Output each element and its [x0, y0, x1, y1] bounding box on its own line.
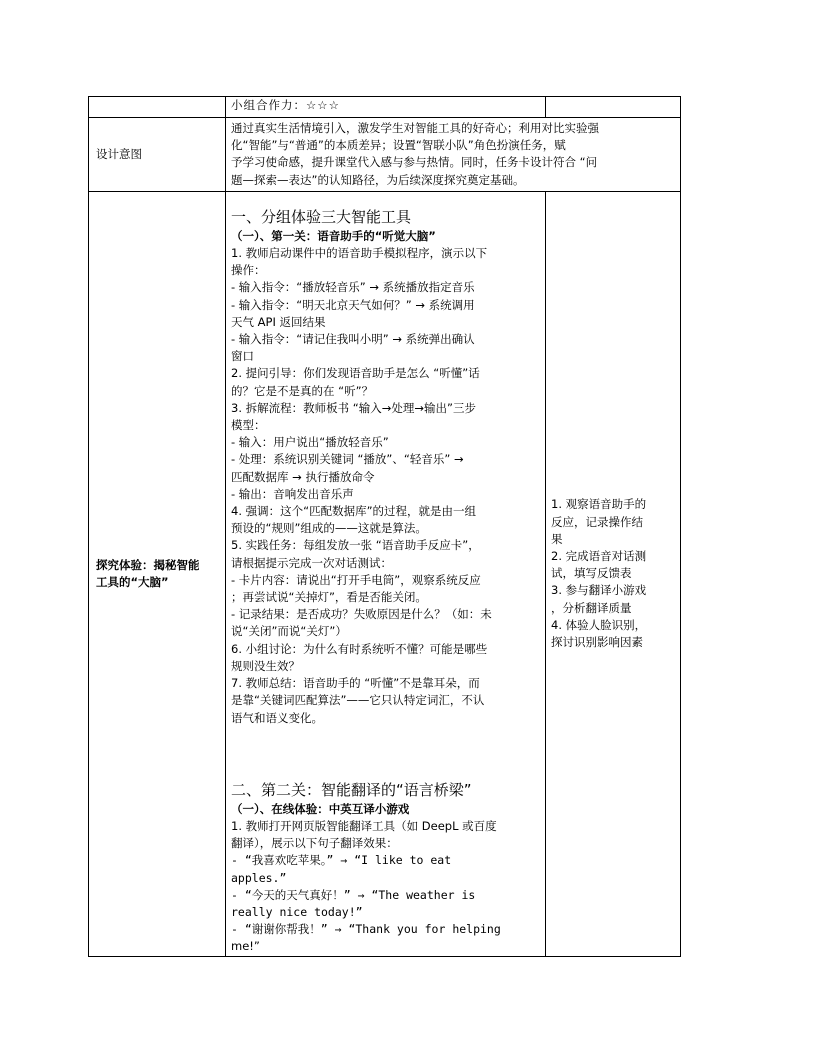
- table-cell-empty: [89, 97, 226, 118]
- body-line: 窗口: [231, 349, 254, 364]
- body-line: - 处理：系统识别关键词 “播放”、“轻音乐” →: [231, 452, 464, 467]
- design-intent-label: 设计意图: [89, 118, 226, 192]
- table-row: [89, 118, 681, 192]
- body-line: 说“关闭”而说“关灯”）: [231, 624, 347, 639]
- body-line: 的？它是不是真的在 “听”？: [231, 383, 374, 398]
- design-intent-line: 通过真实生活情境引入，激发学生对智能工具的好奇心；利用对比实验强: [231, 121, 599, 135]
- explore-label-line: 探究体验：揭秘智能: [96, 557, 200, 572]
- activity-line: ，分析翻译质量: [551, 600, 632, 615]
- body-line: - “我喜欢吃苹果。” → “I like to eat: [231, 853, 452, 868]
- body-line: 天气 API 返回结果: [231, 314, 326, 329]
- subsection-heading-2: （一）、在线体验：中英互译小游戏: [231, 801, 410, 816]
- body-line: 预设的“规则”组成的——这就是算法。: [231, 521, 427, 536]
- body-line: 7. 教师总结：语音助手的 “听懂”不是靠耳朵，而: [231, 676, 480, 691]
- activity-line: 试，填写反馈表: [551, 566, 632, 581]
- body-line: 操作：: [231, 263, 266, 278]
- body-line: 请根据提示完成一次对话测试：: [231, 555, 392, 570]
- body-line: - 输出：音响发出音乐声: [231, 486, 354, 501]
- explore-experience-label: [89, 191, 226, 956]
- body-line: 2. 提问引导：你们发现语音助手是怎么 “听懂”话: [231, 366, 480, 381]
- table-row: [89, 97, 681, 118]
- body-line: - 输入：用户说出“播放轻音乐”: [231, 435, 389, 450]
- body-line: - 记录结果：是否成功？失败原因是什么？（如：未: [231, 607, 492, 622]
- activity-line: 果: [551, 531, 563, 546]
- body-line: 4. 强调：这个“匹配数据库”的过程，就是由一组: [231, 504, 477, 519]
- subsection-heading-1: （一）、第一关：语音助手的“听觉大脑”: [231, 228, 436, 243]
- body-line: - 输入指令：“明天北京天气如何？” → 系统调用: [231, 297, 475, 312]
- explore-label-line: 工具的“大脑”: [96, 574, 169, 589]
- body-line: me!”: [231, 939, 260, 954]
- section2-body: [231, 818, 540, 956]
- activity-line: 1. 观察语音助手的: [551, 497, 647, 512]
- lesson-plan-table: [88, 96, 681, 957]
- body-line: 5. 实践任务：每组发放一张 “语音助手反应卡”，: [231, 538, 480, 553]
- table-cell-empty: [546, 97, 681, 118]
- design-intent-line: 予学习使命感，提升课堂代入感与参与热情。同时，任务卡设计符合 “问: [231, 155, 598, 170]
- table-row: [89, 191, 681, 956]
- student-activity-cell: [546, 191, 681, 956]
- body-line: really nice today!”: [231, 904, 363, 919]
- design-intent-line: 题—探索—表达”的认知路径，为后续深度探究奠定基础。: [231, 172, 525, 187]
- body-line: 语气和语义变化。: [231, 710, 323, 725]
- section-heading-2: 二、第二关：智能翻译的“语言桥梁”: [231, 780, 472, 799]
- body-line: - “今天的天气真好！” → “The weather is: [231, 887, 476, 902]
- design-intent-line: 化“智能”与“普通”的本质差异；设置“智联小队”角色扮演任务，赋: [231, 138, 566, 153]
- activity-line: 4. 体验人脸识别，: [551, 617, 647, 632]
- student-activity-list: [551, 496, 675, 651]
- explore-content-cell: [226, 191, 546, 956]
- activity-line: 反应，记录操作结: [551, 514, 643, 529]
- body-line: 模型：: [231, 418, 266, 433]
- body-line: 规则没生效？: [231, 658, 300, 673]
- design-intent-content: [226, 118, 681, 192]
- group-cooperation-text: 小组合作力：☆☆☆: [231, 98, 340, 112]
- body-line: - 输入指令：“请记住我叫小明” → 系统弹出确认: [231, 332, 475, 347]
- body-line: 3. 拆解流程：教师板书 “输入→处理→输出”三步: [231, 400, 476, 415]
- group-cooperation-cell: [226, 97, 546, 118]
- section1-body: [231, 245, 540, 727]
- body-line: 6. 小组讨论：为什么有时系统听不懂？可能是哪些: [231, 641, 488, 656]
- activity-line: 探讨识别影响因素: [551, 635, 643, 650]
- activity-line: 2. 完成语音对话测: [551, 549, 647, 563]
- activity-line: 3. 参与翻译小游戏: [551, 583, 647, 598]
- body-line: ；再尝试说“关掉灯”，看是否能关闭。: [231, 590, 427, 605]
- body-line: 1. 教师打开网页版智能翻译工具（如 DeepL 或百度: [231, 818, 497, 833]
- body-line: 1. 教师启动课件中的语音助手模拟程序，演示以下: [231, 246, 488, 261]
- body-line: - 输入指令：“播放轻音乐” → 系统播放指定音乐: [231, 280, 475, 295]
- body-line: 匹配数据库 → 执行播放命令: [231, 469, 375, 484]
- section-heading-1: 一、分组体验三大智能工具: [231, 207, 412, 226]
- body-line: 翻译），展示以下句子翻译效果：: [231, 836, 398, 851]
- body-line: - “谢谢你帮我！” → “Thank you for helping: [231, 922, 501, 937]
- body-line: apples.”: [231, 870, 287, 885]
- body-line: 是靠“关键词匹配算法”——它只认特定词汇，不认: [231, 693, 485, 708]
- body-line: - 卡片内容：请说出“打开手电筒”，观察系统反应: [231, 572, 481, 587]
